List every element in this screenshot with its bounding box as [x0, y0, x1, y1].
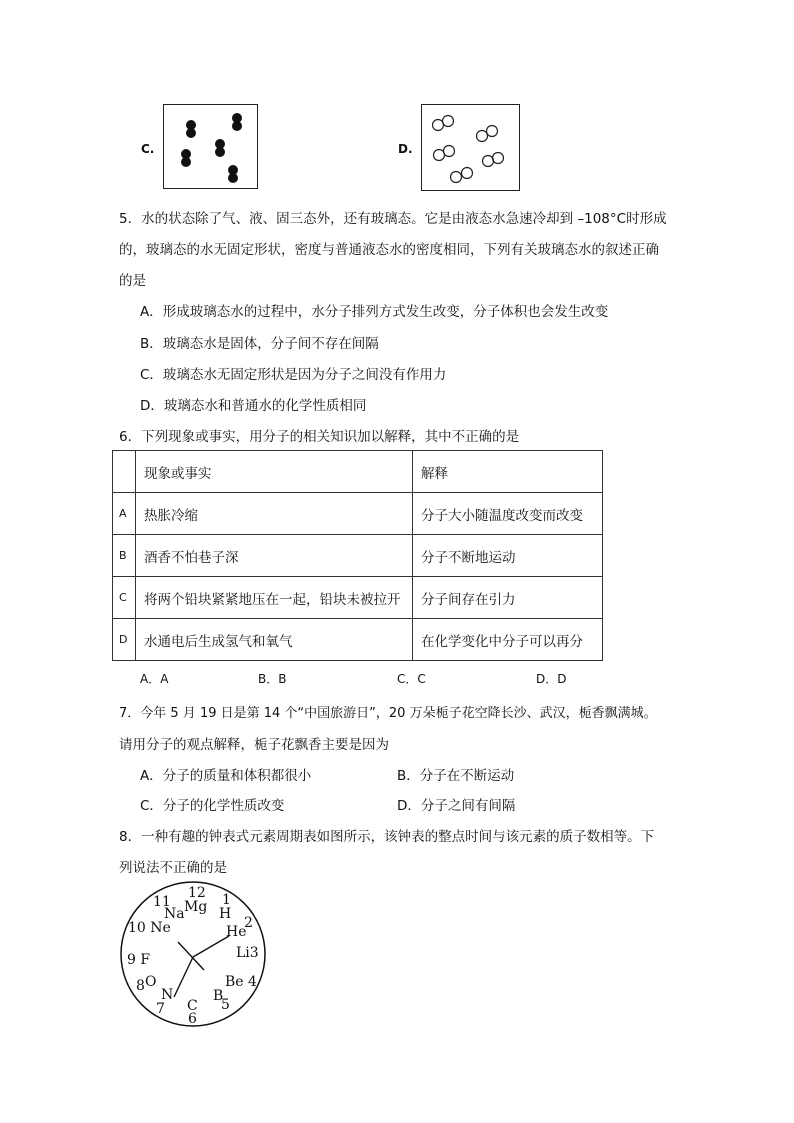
table-cell: 将两个铅块紧紧地压在一起，铅块未被拉开 — [136, 577, 413, 619]
clock-label: 11 — [153, 894, 171, 910]
q7-option-d: D．分子之间有间隔 — [397, 798, 516, 814]
clock-label: N — [161, 987, 174, 1003]
clock-label: Mg — [184, 899, 208, 915]
table-cell: 酒香不怕巷子深 — [136, 535, 413, 577]
table-row — [113, 577, 603, 619]
q8-stem-line-2: 列说法不正确的是 — [119, 860, 227, 876]
q8-stem-line-1: 8．一种有趣的钟表式元素周期表如图所示，该钟表的整点时间与该元素的质子数相等。下 — [119, 829, 655, 845]
clock-label: Be 4 — [225, 974, 257, 990]
clock-hand-long — [174, 957, 193, 997]
clock-label: Na — [164, 906, 185, 922]
option-c-figure — [163, 104, 258, 189]
table-row — [113, 619, 603, 661]
clock-label: 8 — [136, 978, 145, 994]
q5-stem-line-1: 5．水的状态除了气、液、固三态外，还有玻璃态。它是由液态水急速冷却到 –108°C时形成 — [119, 211, 667, 227]
clock-label: 1 — [222, 892, 231, 908]
option-d-figure — [421, 104, 520, 191]
q6-option-a: A．A — [140, 672, 169, 686]
clock-hand-short — [193, 936, 229, 957]
table-row — [113, 493, 603, 535]
q5-option-d: D．玻璃态水和普通水的化学性质相同 — [140, 398, 367, 414]
q7-option-c: C．分子的化学性质改变 — [140, 798, 285, 814]
clock-label: H — [219, 906, 232, 922]
table-cell: B — [113, 535, 136, 577]
option-c-label: C. — [141, 142, 155, 156]
q5-option-c: C．玻璃态水无固定形状是因为分子之间没有作用力 — [140, 367, 447, 383]
clock-label: 10 Ne — [128, 920, 171, 936]
q7-stem-line-2: 请用分子的观点解释，栀子花飘香主要是因为 — [119, 737, 389, 753]
clock-label: O — [145, 974, 157, 990]
table-header-row — [113, 451, 603, 493]
clock-label: He — [226, 924, 247, 940]
table-cell: D — [113, 619, 136, 661]
diatomic-molecules-hollow — [422, 105, 518, 189]
clock-label: B — [213, 988, 224, 1004]
clock-label: 2 — [244, 915, 253, 931]
table-cell: 热胀冷缩 — [136, 493, 413, 535]
table-cell: C — [113, 577, 136, 619]
clock-label: Li3 — [236, 945, 259, 961]
q7-option-b: B．分子在不断运动 — [397, 768, 515, 784]
table-cell: 分子间存在引力 — [413, 577, 603, 619]
clock-hand-cross — [178, 942, 204, 970]
table-header-cell: 现象或事实 — [136, 451, 413, 493]
q7-stem-line-1: 7．今年 5 月 19 日是第 14 个“中国旅游日”，20 万朵栀子花空降长沙、武汉，栀香飘满城。 — [119, 706, 657, 721]
clock-label: 5 — [221, 997, 230, 1013]
clock-label: 9 F — [127, 952, 151, 968]
q5-option-a: A．形成玻璃态水的过程中，水分子排列方式发生改变，分子体积也会发生改变 — [140, 304, 609, 320]
table-cell: 水通电后生成氢气和氧气 — [136, 619, 413, 661]
clock-label: 6 — [188, 1011, 197, 1027]
clock-label: 12 — [188, 885, 206, 901]
q6-option-c: C．C — [397, 672, 426, 686]
diatomic-molecules-filled — [164, 105, 256, 187]
q5-option-b: B．玻璃态水是固体，分子间不存在间隔 — [140, 336, 379, 352]
table-header-cell: 解释 — [413, 451, 603, 493]
q6-option-d: D．D — [536, 672, 567, 686]
element-clock-figure — [118, 880, 268, 1028]
clock-label: C — [187, 998, 198, 1014]
table-cell: 在化学变化中分子可以再分 — [413, 619, 603, 661]
table-row — [113, 535, 603, 577]
q7-option-a: A．分子的质量和体积都很小 — [140, 768, 312, 784]
clock-label: 7 — [156, 1001, 165, 1017]
table-cell: A — [113, 493, 136, 535]
q6-stem: 6．下列现象或事实，用分子的相关知识加以解释，其中不正确的是 — [119, 429, 520, 445]
option-d-label: D. — [398, 142, 413, 156]
q6-table — [112, 450, 603, 661]
q6-option-b: B．B — [258, 672, 287, 686]
q5-stem-line-3: 的是 — [119, 273, 146, 289]
table-cell: 分子大小随温度改变而改变 — [413, 493, 603, 535]
table-cell: 分子不断地运动 — [413, 535, 603, 577]
q5-stem-line-2: 的，玻璃态的水无固定形状，密度与普通液态水的密度相同，下列有关玻璃态水的叙述正确 — [119, 242, 659, 258]
table-header-cell — [113, 451, 136, 493]
